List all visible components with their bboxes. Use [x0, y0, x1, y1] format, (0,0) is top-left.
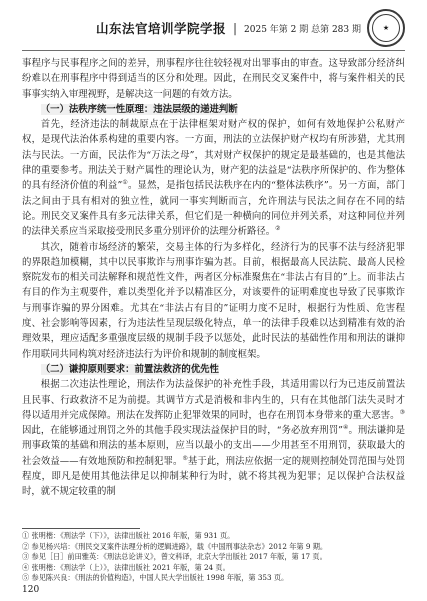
- header-rule: [22, 50, 405, 51]
- section-heading: （二）谦抑原则要求：前置法救济的优先性: [40, 363, 219, 375]
- footnote-ref[interactable]: ⑤: [182, 454, 188, 462]
- footnote-ref[interactable]: ③: [399, 408, 405, 416]
- page-number: 120: [22, 585, 40, 595]
- section-heading: （一）法秩序统一性原理：违法层级的递进判断: [40, 103, 238, 115]
- issue-info: 2025 年第 2 期 总第 283 期: [244, 24, 361, 35]
- footnote: ④ 张明楷：《刑法学（上）》，法律出版社 2021 年版，第 24 页。: [22, 562, 230, 572]
- footnote: ① 张明楷：《刑法学（下）》，法律出版社 2016 年版，第 931 页。: [22, 531, 235, 540]
- seal-inner-ring: ★: [372, 14, 400, 42]
- footnote-ref[interactable]: ④: [342, 424, 349, 431]
- footnote-ref[interactable]: ①: [122, 179, 128, 187]
- footnote-ref[interactable]: ②: [275, 225, 281, 233]
- paragraph: 其次，随着市场经济的繁荣，交易主体的行为多样化，经济行为的民事不法与经济犯罪的界限趋加模糊，其中以民事欺诈与刑事诈骗为甚。目前，根据最高人民法院、最高人民检察院发布的相关司法解释和规范性文件，两者区分标准聚焦在“非法占有目的”上。而非法占有目的作为主观要件，难以类型化并予以精准区分，对该要件的证明难度也导致了民事欺诈与刑事诈骗的界分困难。尤其在“非法占有目的”证明力度不足时，根据行为性质、危害程度、社会影响等因素，行为违法性呈现层级化特点，单一的法律手段难以达到精准有效的治理效果，理应适配多重强度层级的规制手段予以惩处，此时民法的基础性作用和刑法的谦抑作用联同共同构筑对经济违法行为评价和规制的制度框架。: [22, 241, 405, 360]
- footnote: ② 参见杨兴培：《刑民交叉案件法理分析的逻辑进路》，载《中国刑事法杂志》2012 年第 9 期。: [22, 541, 328, 551]
- journal-seal-logo: [367, 9, 405, 47]
- paragraph: 事程序与民事程序之间的差异，刑事程序往往较轻视对出罪事由的审查。这导致部分经济纠纷难以在刑事程序中得到适当的区分和处理。因此，在刑民交叉案件中，将与案件相关的民事事实纳入审理视野，是解决这一问题的有效方法。: [22, 58, 405, 100]
- running-header: [22, 8, 405, 48]
- journal-title: 山东法官培训学院学报: [95, 21, 226, 36]
- footnote: ③ 参见［日］前田雅英：《刑法总论讲义》，曾文科译，北京大学出版社 2017 年版，第 17 页。: [22, 552, 327, 562]
- footnote: ⑤ 参见陈兴良：《刑法的价值构造》，中国人民大学出版社 1998 年版，第 353 页。: [22, 573, 289, 583]
- header-separator: |: [232, 21, 238, 35]
- paragraph: 根据二次违法性理论，刑法作为法益保护的补充性手段，其适用需以行为已违反前置法且民事、行政救济不足为前提。其调节方式是消极和非内生的，只有在其他部门法失灵时才得以适用并完成保障。刑法在发挥防止犯罪效果的同时，也存在刑罚本身带来的重大恶害。③因此，在能够通过刑罚之外的其他手段实现法益保护目的时，“务必放弃刑罚”④。刑法谦抑是刑事政策的基础和刑法的基本原则，应当以最小的支出——少用甚至不用刑罚，获取最大的社会效益——有效地预防和控制犯罪。⑤基于此，刑法应依据一定的规则控制处罚范围与处罚程度，即凡是使用其他法律足以抑制某种行为时，就不将其视为犯罪；足以保护合法权益时，就不规定较重的制: [22, 379, 405, 498]
- paragraph: 首先，经济违法的制裁原点在于法律框架对财产权的保护，如何有效地保护公私财产权，是现代法治体系构建的重要内容。一方面，刑法的立法保护财产权均有所涉猎，尤其刑法与民法。一方面，民法作为“万法之母”，其对财产权保护的规定是最基础的，也是其他法律的重要参考。刑法关于财产属性的理论认为，财产犯的法益是“法秩序所保护的、作为整体的具有经济价值的利益”①。显然，是指包括民法秩序在内的“整体法秩序”。另一方面，部门法之间由于具有相对的独立性，就同一事实判断而言，允许刑法与民法之间存在不同的结论。刑民交叉案件具有多元法律关系，但它们是一种横向的同位并列关系，对这种同位并列的法律关系应当采取接受刑民多重分别评价的法理分析路径。②: [22, 119, 406, 238]
- article-body: [22, 56, 405, 500]
- footnotes: [22, 531, 405, 584]
- footnote-divider: [22, 528, 140, 529]
